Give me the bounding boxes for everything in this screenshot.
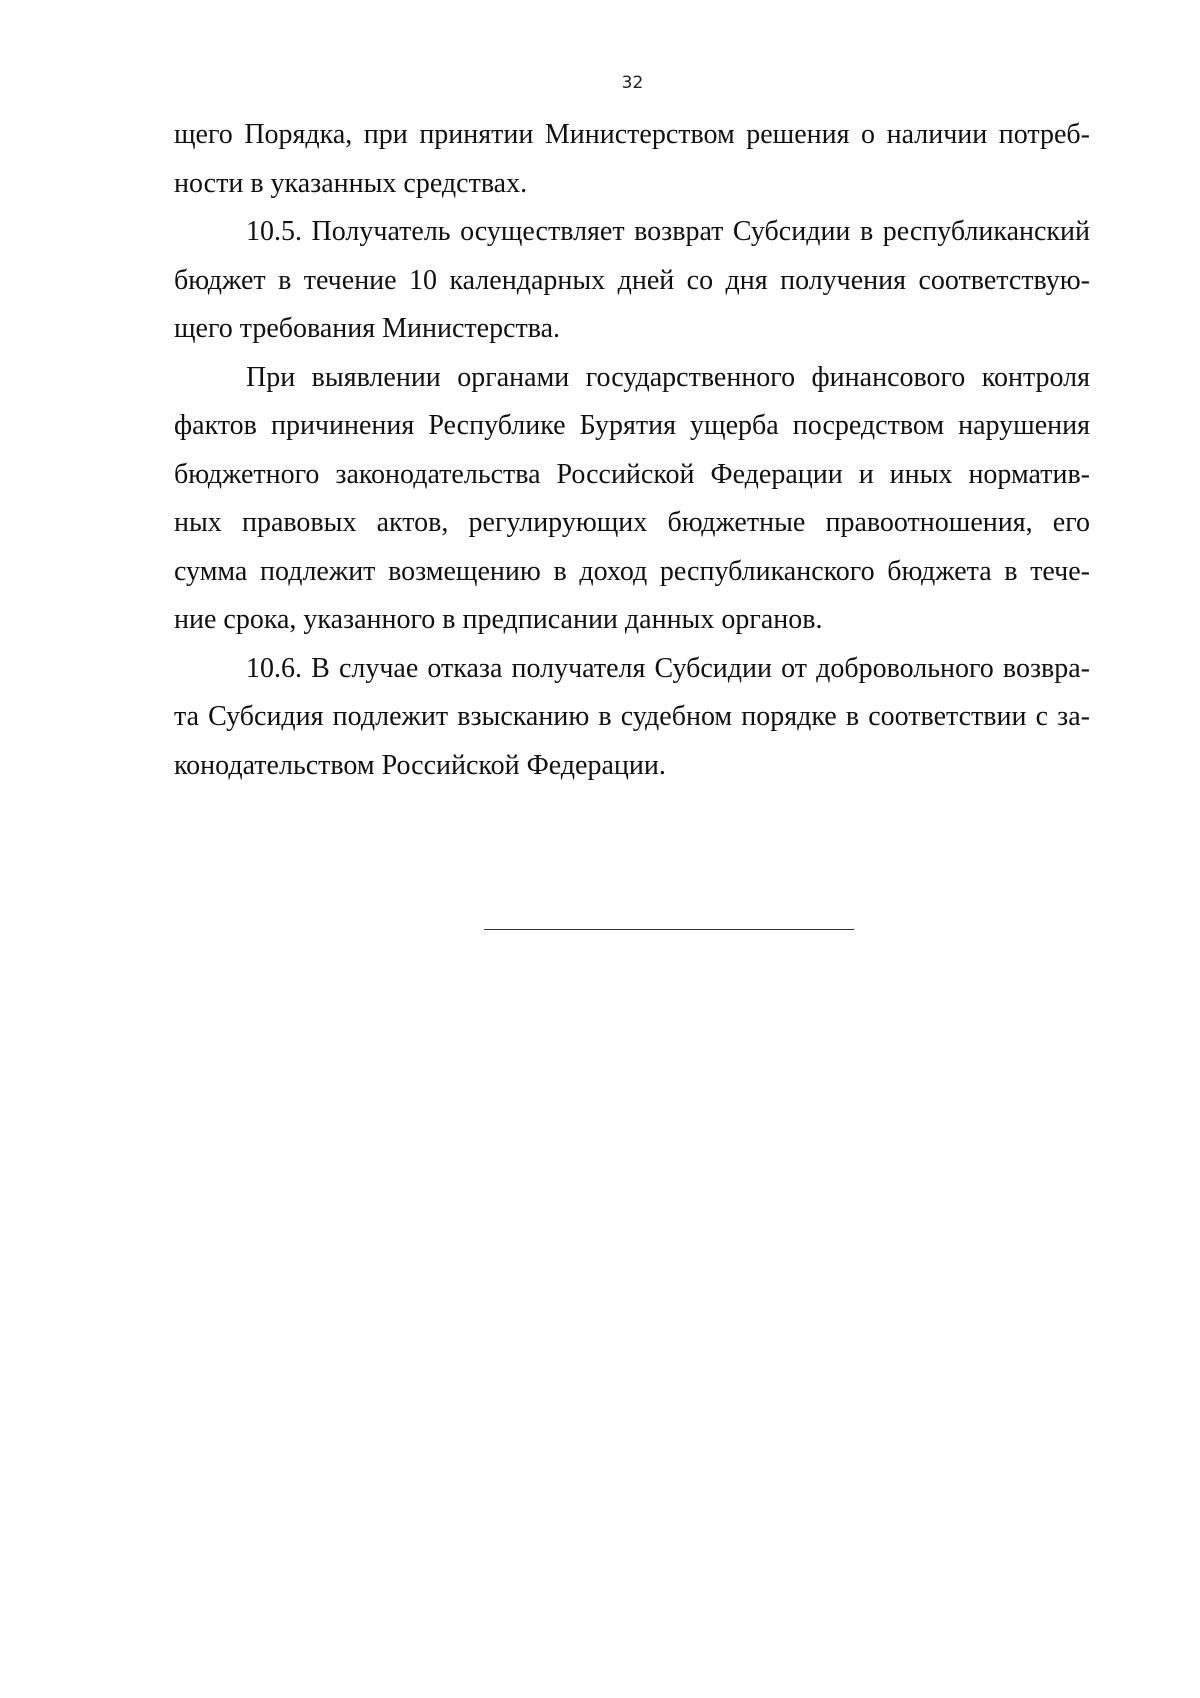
text-line: сумма подлежит возмещению в доход республиканского бюджета в тече- [174,555,1090,587]
text-line: ных правовых актов, регулирующих бюджетные правоотношения, его [174,507,1090,538]
page-number: 32 [621,73,644,93]
text-line: конодательством Российской Федерации. [174,749,666,781]
document-body [174,111,1090,790]
paragraph-clause-10-6 [174,645,1090,791]
text-line: При выявлении органами государственного финансового контроля [246,361,1090,393]
text-line: бюджетного законодательства Российской Федерации и иных норматив- [174,458,1090,490]
text-line: щего требования Министерства. [174,313,561,344]
text-line: щего Порядка, при принятии Министерством решения о наличии потреб- [174,119,1090,150]
paragraph-continuation [174,111,1090,208]
text-line: бюджет в течение 10 календарных дней со дня получения соответствую- [174,264,1090,296]
closing-rule [484,929,854,930]
text-line: та Субсидия подлежит взысканию в судебном порядке в соответствии с за- [174,701,1090,732]
text-line: ние срока, указанного в предписании данных органов. [174,604,823,635]
text-line: фактов причинения Республике Бурятия ущерба посредством нарушения [174,410,1090,441]
paragraph-clause-10-5 [174,208,1090,354]
paragraph-state-control [174,354,1090,645]
text-line: 10.6. В случае отказа получателя Субсидии от добровольного возвра- [246,652,1090,684]
text-line: ности в указанных средствах. [174,167,528,199]
text-line: 10.5. Получатель осуществляет возврат Субсидии в республиканский [246,216,1090,247]
